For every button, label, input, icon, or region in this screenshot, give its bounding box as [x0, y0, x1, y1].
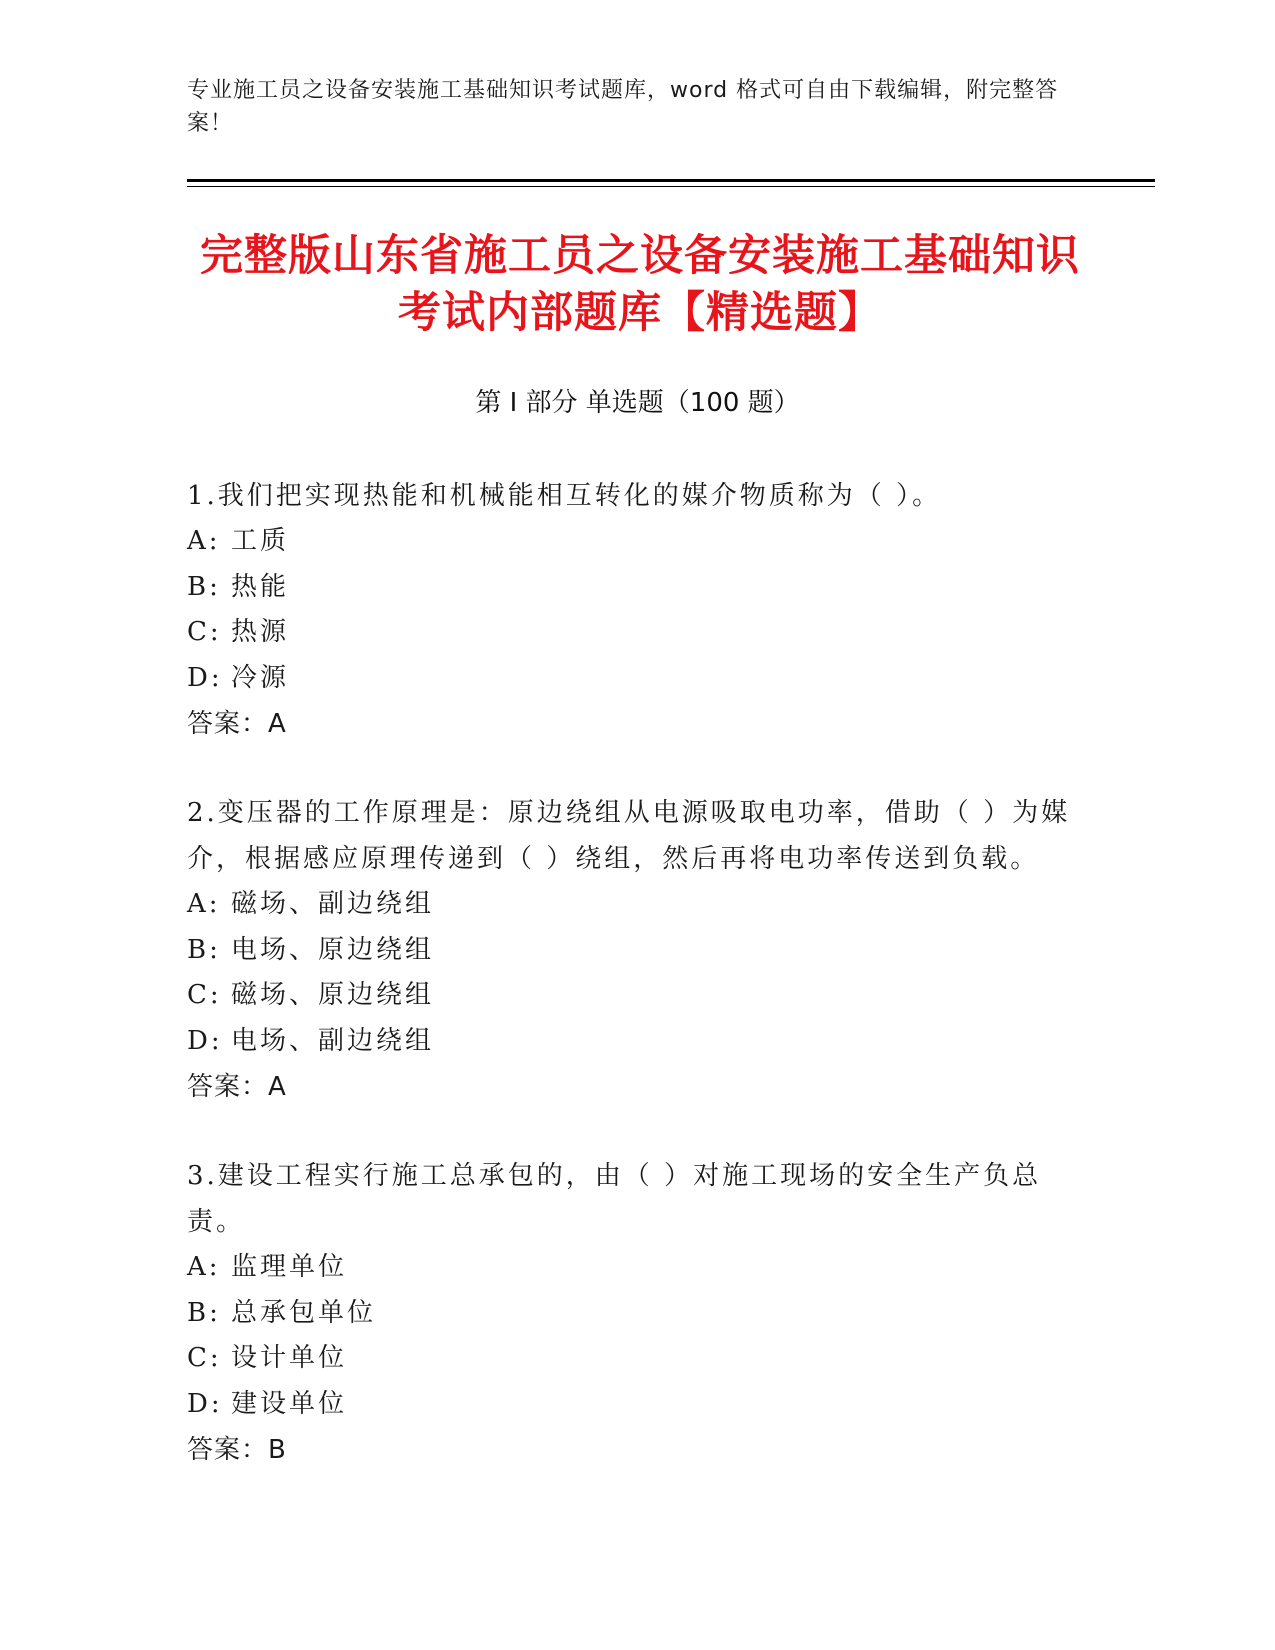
option-text: 建设单位 [231, 1388, 348, 1419]
question-stem: 3.建设工程实行施工总承包的，由（ ）对施工现场的安全生产负总责。 [187, 1161, 1042, 1237]
option-a [187, 882, 1087, 928]
option-d [187, 656, 1087, 702]
answer-line: 答案：A [187, 709, 287, 739]
option-key: B: [187, 571, 221, 602]
option-d [187, 1019, 1087, 1065]
option-d [187, 1382, 1087, 1428]
option-text: 冷源 [231, 662, 290, 693]
section-heading: 第 I 部分 单选题（100 题） [475, 388, 800, 418]
option-b [187, 1291, 1087, 1337]
option-key: A: [187, 889, 221, 919]
answer-line: 答案：B [187, 1435, 287, 1465]
option-text: 设计单位 [231, 1343, 348, 1373]
question-1 [187, 473, 1087, 747]
question-3 [187, 1153, 1087, 1473]
option-key: A: [187, 526, 221, 556]
header-note: 专业施工员之设备安装施工基础知识考试题库，word 格式可自由下载编辑，附完整答案！ [187, 78, 1059, 136]
option-text: 磁场、副边绕组 [231, 889, 435, 919]
question-stem: 1.我们把实现热能和机械能相互转化的媒介物质称为（ ）。 [187, 481, 942, 511]
option-text: 热源 [231, 617, 290, 647]
option-text: 热能 [231, 571, 290, 602]
option-b [187, 928, 1087, 974]
header-divider-thin [187, 186, 1155, 187]
answer-line: 答案：A [187, 1072, 287, 1102]
question-stem: 2.变压器的工作原理是：原边绕组从电源吸取电功率，借助（ ）为媒介，根据感应原理传递到（ ）绕组，然后再将电功率传送到负载。 [187, 798, 1071, 874]
option-key: C: [187, 980, 222, 1010]
option-key: B: [187, 934, 221, 965]
option-a [187, 1245, 1087, 1291]
option-key: C: [187, 1343, 222, 1373]
option-key: D: [187, 662, 223, 693]
option-text: 监理单位 [231, 1252, 348, 1282]
option-text: 电场、原边绕组 [231, 934, 435, 965]
option-key: D: [187, 1025, 223, 1056]
option-c [187, 973, 1087, 1019]
option-text: 工质 [231, 526, 290, 556]
option-b [187, 565, 1087, 611]
option-c [187, 610, 1087, 656]
option-c [187, 1336, 1087, 1382]
option-text: 总承包单位 [231, 1297, 377, 1328]
header-divider-thick [187, 179, 1155, 182]
option-key: D: [187, 1388, 223, 1419]
option-key: B: [187, 1297, 221, 1328]
question-2 [187, 790, 1087, 1110]
option-key: C: [187, 617, 222, 647]
document-title: 完整版山东省施工员之设备安装施工基础知识考试内部题库【精选题】 [200, 231, 1080, 338]
option-text: 电场、副边绕组 [231, 1025, 435, 1056]
option-key: A: [187, 1252, 221, 1282]
option-a [187, 519, 1087, 565]
option-text: 磁场、原边绕组 [231, 980, 435, 1010]
